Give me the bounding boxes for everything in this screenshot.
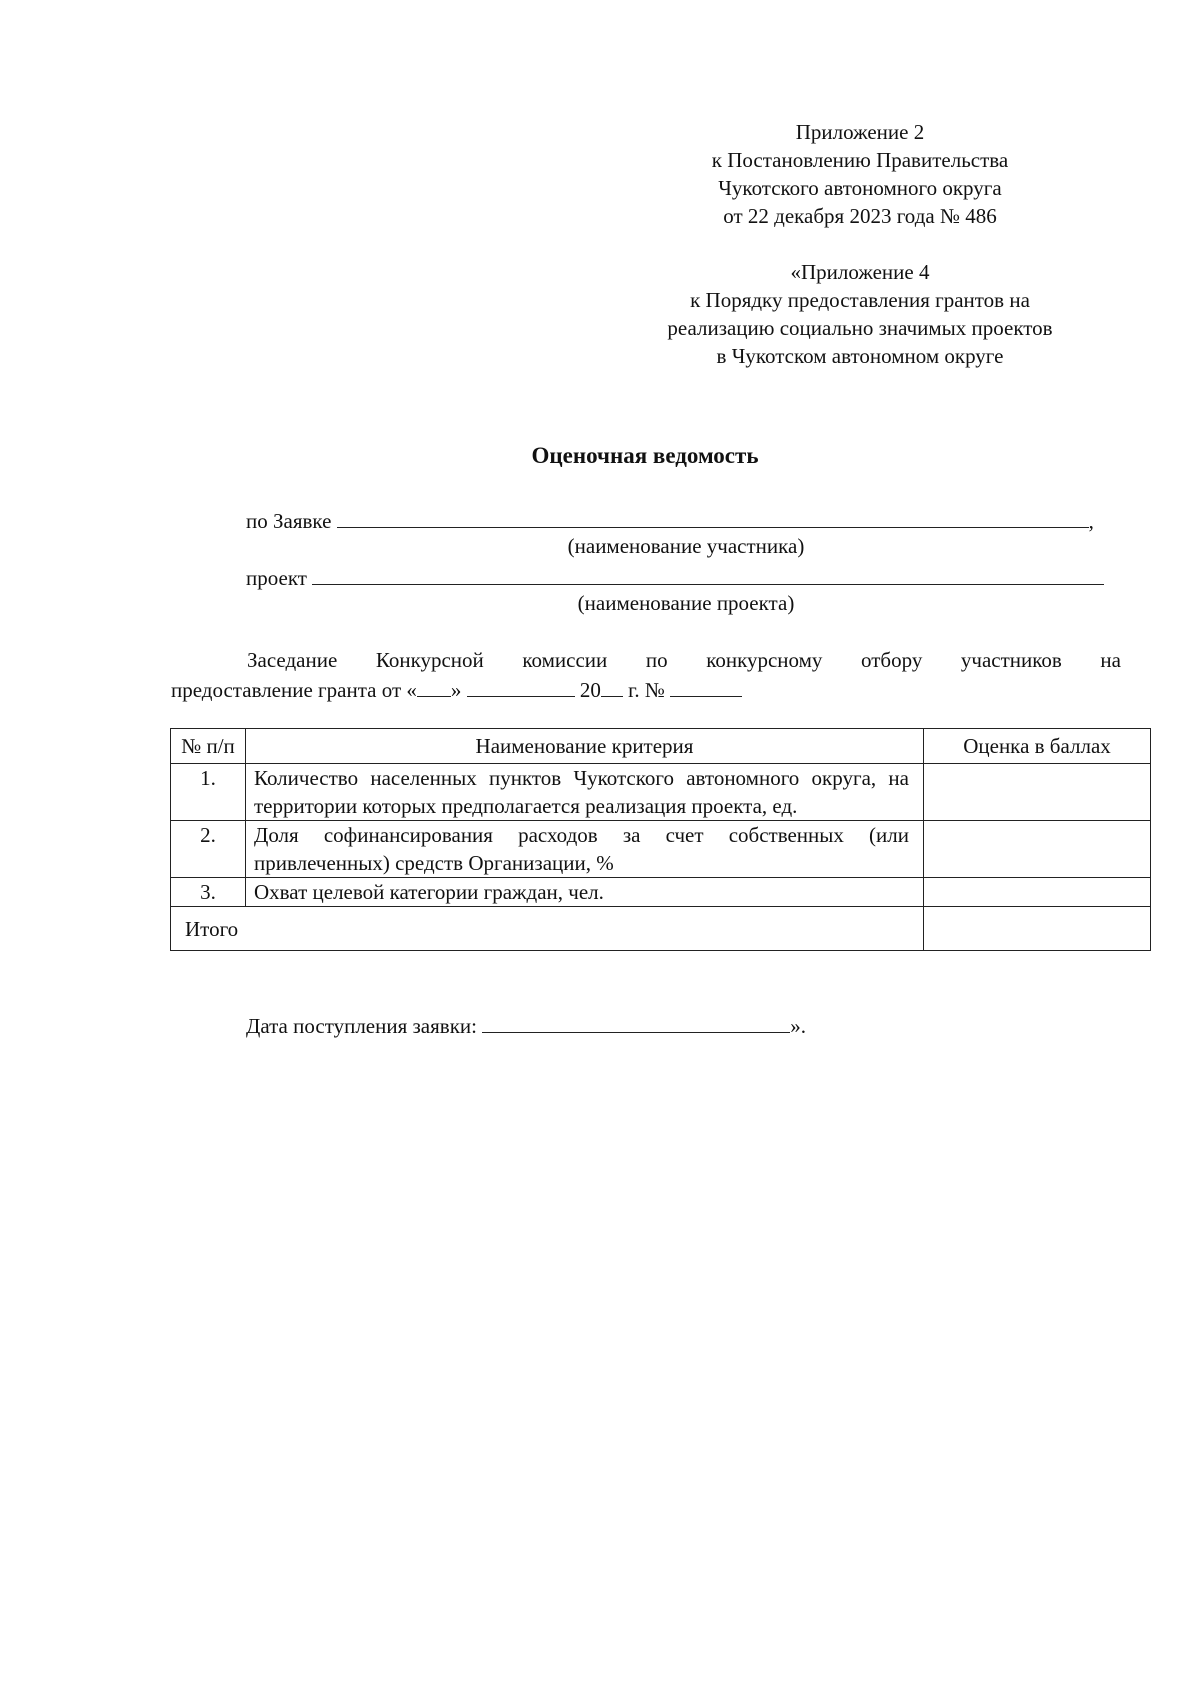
document-title: Оценочная ведомость bbox=[531, 443, 759, 468]
annex-line: к Порядку предоставления грантов на bbox=[690, 288, 1030, 312]
annex-line: к Постановлению Правительства bbox=[711, 148, 1009, 172]
annex-subheader bbox=[640, 258, 1080, 370]
annex-line: Чукотского автономного округа bbox=[718, 176, 1002, 200]
table-total-row bbox=[171, 907, 1151, 951]
row-score-cell[interactable] bbox=[924, 878, 1151, 907]
annex-line: Приложение 2 bbox=[795, 120, 925, 144]
meeting-date-prefix: предоставление гранта от « bbox=[171, 678, 417, 702]
annex-line: в Чукотском автономном округе bbox=[716, 344, 1004, 368]
meeting-number-blank[interactable] bbox=[670, 674, 742, 697]
meeting-line-2 bbox=[171, 674, 1121, 704]
application-blank[interactable] bbox=[337, 505, 1089, 528]
meeting-number-label: г. № bbox=[628, 678, 665, 702]
meeting-date-close: » bbox=[450, 678, 462, 702]
meeting-year-blank[interactable] bbox=[601, 674, 623, 697]
project-blank[interactable] bbox=[312, 562, 1104, 585]
row-criterion: Охват целевой категории граждан, чел. bbox=[246, 878, 924, 907]
application-label: по Заявке bbox=[246, 509, 332, 533]
application-line bbox=[246, 505, 1094, 535]
total-score-cell[interactable] bbox=[924, 907, 1151, 951]
project-line bbox=[246, 562, 1104, 592]
received-date-blank[interactable] bbox=[482, 1010, 790, 1033]
meeting-month-blank[interactable] bbox=[467, 674, 575, 697]
table-header-row bbox=[171, 729, 1151, 764]
annex-line: «Приложение 4 bbox=[790, 260, 930, 284]
application-trailing: , bbox=[1088, 509, 1094, 533]
table-row bbox=[171, 878, 1151, 907]
column-header-number: № п/п bbox=[171, 729, 246, 764]
annex-line: от 22 декабря 2023 года № 486 bbox=[723, 204, 997, 228]
annex-line: реализацию социально значимых проектов bbox=[667, 316, 1053, 340]
column-header-score: Оценка в баллах bbox=[924, 729, 1151, 764]
application-caption: (наименование участника) bbox=[567, 534, 805, 558]
row-criterion: Доля софинансирования расходов за счет собственных (или привлеченных) средств Организации, % bbox=[246, 821, 924, 878]
received-date-label: Дата поступления заявки: bbox=[246, 1014, 477, 1038]
row-criterion: Количество населенных пунктов Чукотского автономного округа, на территории которых предполагается реализация проекта, ед. bbox=[246, 764, 924, 821]
criteria-table bbox=[170, 728, 1151, 951]
row-score-cell[interactable] bbox=[924, 821, 1151, 878]
row-number: 1. bbox=[171, 764, 246, 821]
received-date-end: ». bbox=[790, 1014, 806, 1038]
row-number: 3. bbox=[171, 878, 246, 907]
table-row bbox=[171, 764, 1151, 821]
project-caption: (наименование проекта) bbox=[577, 591, 795, 615]
row-number: 2. bbox=[171, 821, 246, 878]
meeting-paragraph bbox=[171, 646, 1121, 704]
total-label: Итого bbox=[171, 907, 924, 951]
row-score-cell[interactable] bbox=[924, 764, 1151, 821]
meeting-year-prefix: 20 bbox=[579, 678, 601, 702]
meeting-line-1: Заседание Конкурсной комиссии по конкурсному отбору участников на bbox=[247, 648, 1121, 672]
column-header-criterion: Наименование критерия bbox=[246, 729, 924, 764]
table-row bbox=[171, 821, 1151, 878]
received-date-line bbox=[246, 1010, 806, 1040]
project-label: проект bbox=[246, 566, 307, 590]
meeting-day-blank[interactable] bbox=[417, 674, 451, 697]
annex-header bbox=[640, 118, 1080, 230]
